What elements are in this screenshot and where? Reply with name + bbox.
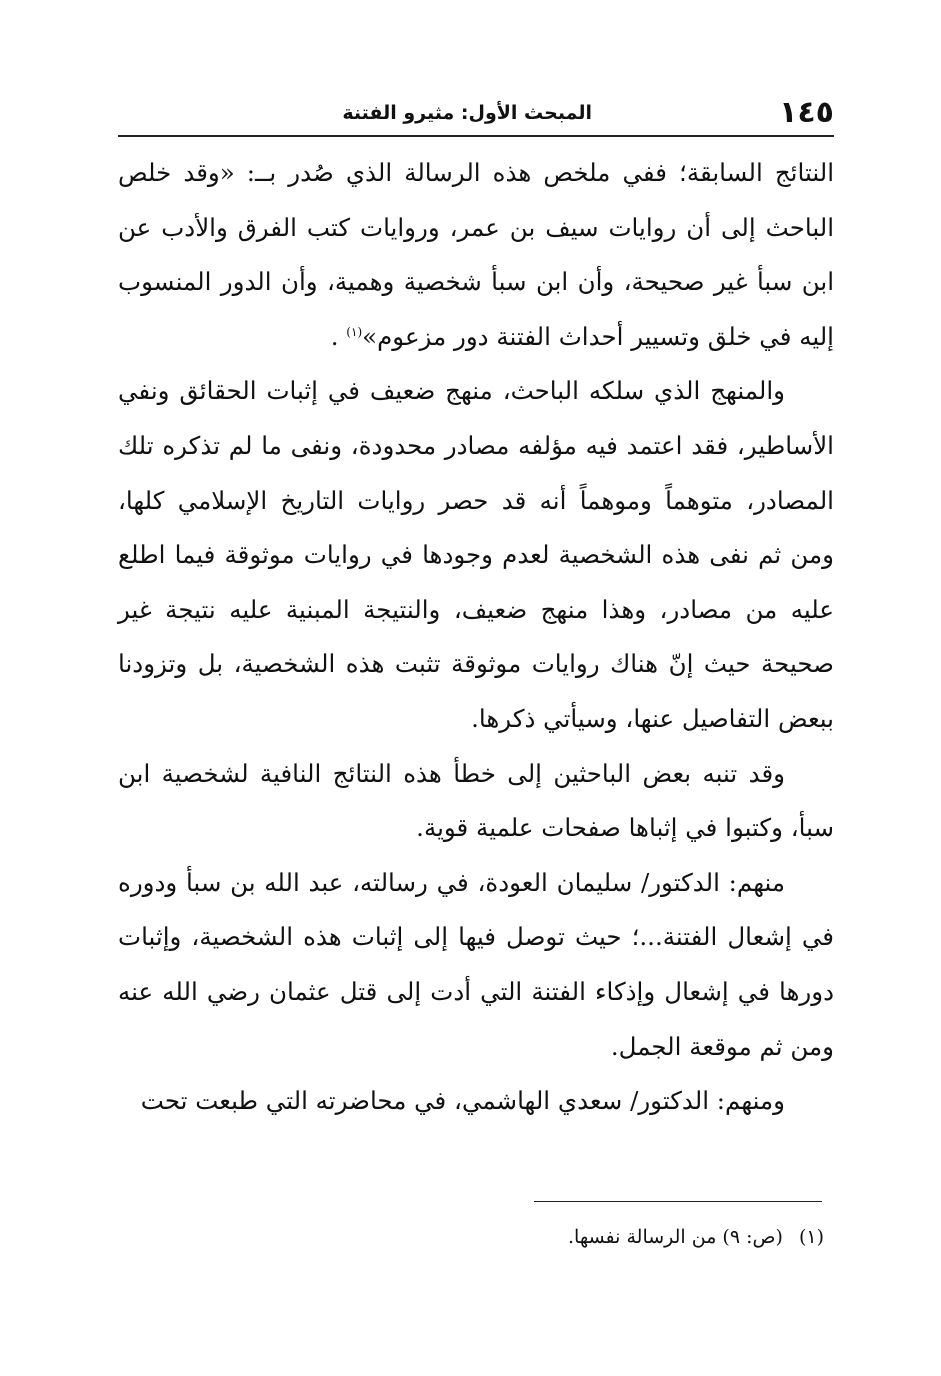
running-title: المبحث الأول: مثيرو الفتنة: [342, 102, 592, 124]
body-text: [118, 146, 834, 1129]
paragraph-2: والمنهج الذي سلكه الباحث، منهج ضعيف في إثبات الحقائق ونفي الأساطير، فقد اعتمد فيه مؤلفه مصادر محدودة، ونفى ما لم تذكره تلك المصادر، متوهماً وموهماً أنه قد حصر روايات التاريخ الإسلامي كلها، ومن ثم نفى هذه الشخصية لعدم وجودها في روايات موثوقة فيما اطلع عليه من مصادر، وهذا منهج ضعيف، والنتيجة المبنية عليه نتيجة غير صحيحة حيث إنّ هناك روايات موثوقة تثبت هذه الشخصية، بل وتزودنا ببعض التفاصيل عنها، وسيأتي ذكرها.: [118, 376, 834, 733]
paragraph-5: ومنهم: الدكتور/ سعدي الهاشمي، في محاضرته التي طبعت تحت: [140, 1086, 785, 1116]
paragraph-1-text: النتائج السابقة؛ ففي ملخص هذه الرسالة الذي صُدر بــ: «وقد خلص الباحث إلى أن روايات سيف بن عمر، وروايات كتب الفرق والأدب عن ابن سبأ غير صحيحة، وأن ابن سبأ شخصية وهمية، وأن الدور المنسوب إليه في خلق وتسيير أحداث الفتنة دور مزعوم»: [118, 158, 834, 351]
page-number: ١٤٥: [779, 95, 834, 130]
paragraph-1: [118, 146, 834, 364]
footnote-reference: (١): [346, 324, 363, 339]
paragraph-4: منهم: الدكتور/ سليمان العودة، في رسالته، عبد الله بن سبأ ودوره في إشعال الفتنة...؛ حيث توصل فيها إلى إثبات هذه الشخصية، وإثبات دورها في إشعال وإذكاء الفتنة التي أدت إلى قتل عثمان رضي الله عنه ومن ثم موقعة الجمل.: [118, 867, 834, 1061]
footnote-text: (ص: ٩) من الرسالة نفسها.: [568, 1226, 783, 1248]
page-header: [118, 95, 834, 131]
paragraph-1-end: .: [330, 321, 347, 351]
footnote-rule: [534, 1201, 822, 1202]
header-rule: [118, 135, 834, 137]
paragraph-3: وقد تنبه بعض الباحثين إلى خطأ هذه النتائج النافية لشخصية ابن سبأ، وكتبوا في إثباها صفحات علمية قوية.: [118, 758, 834, 843]
footnote: [340, 1222, 824, 1252]
footnote-mark: (١): [798, 1226, 824, 1248]
